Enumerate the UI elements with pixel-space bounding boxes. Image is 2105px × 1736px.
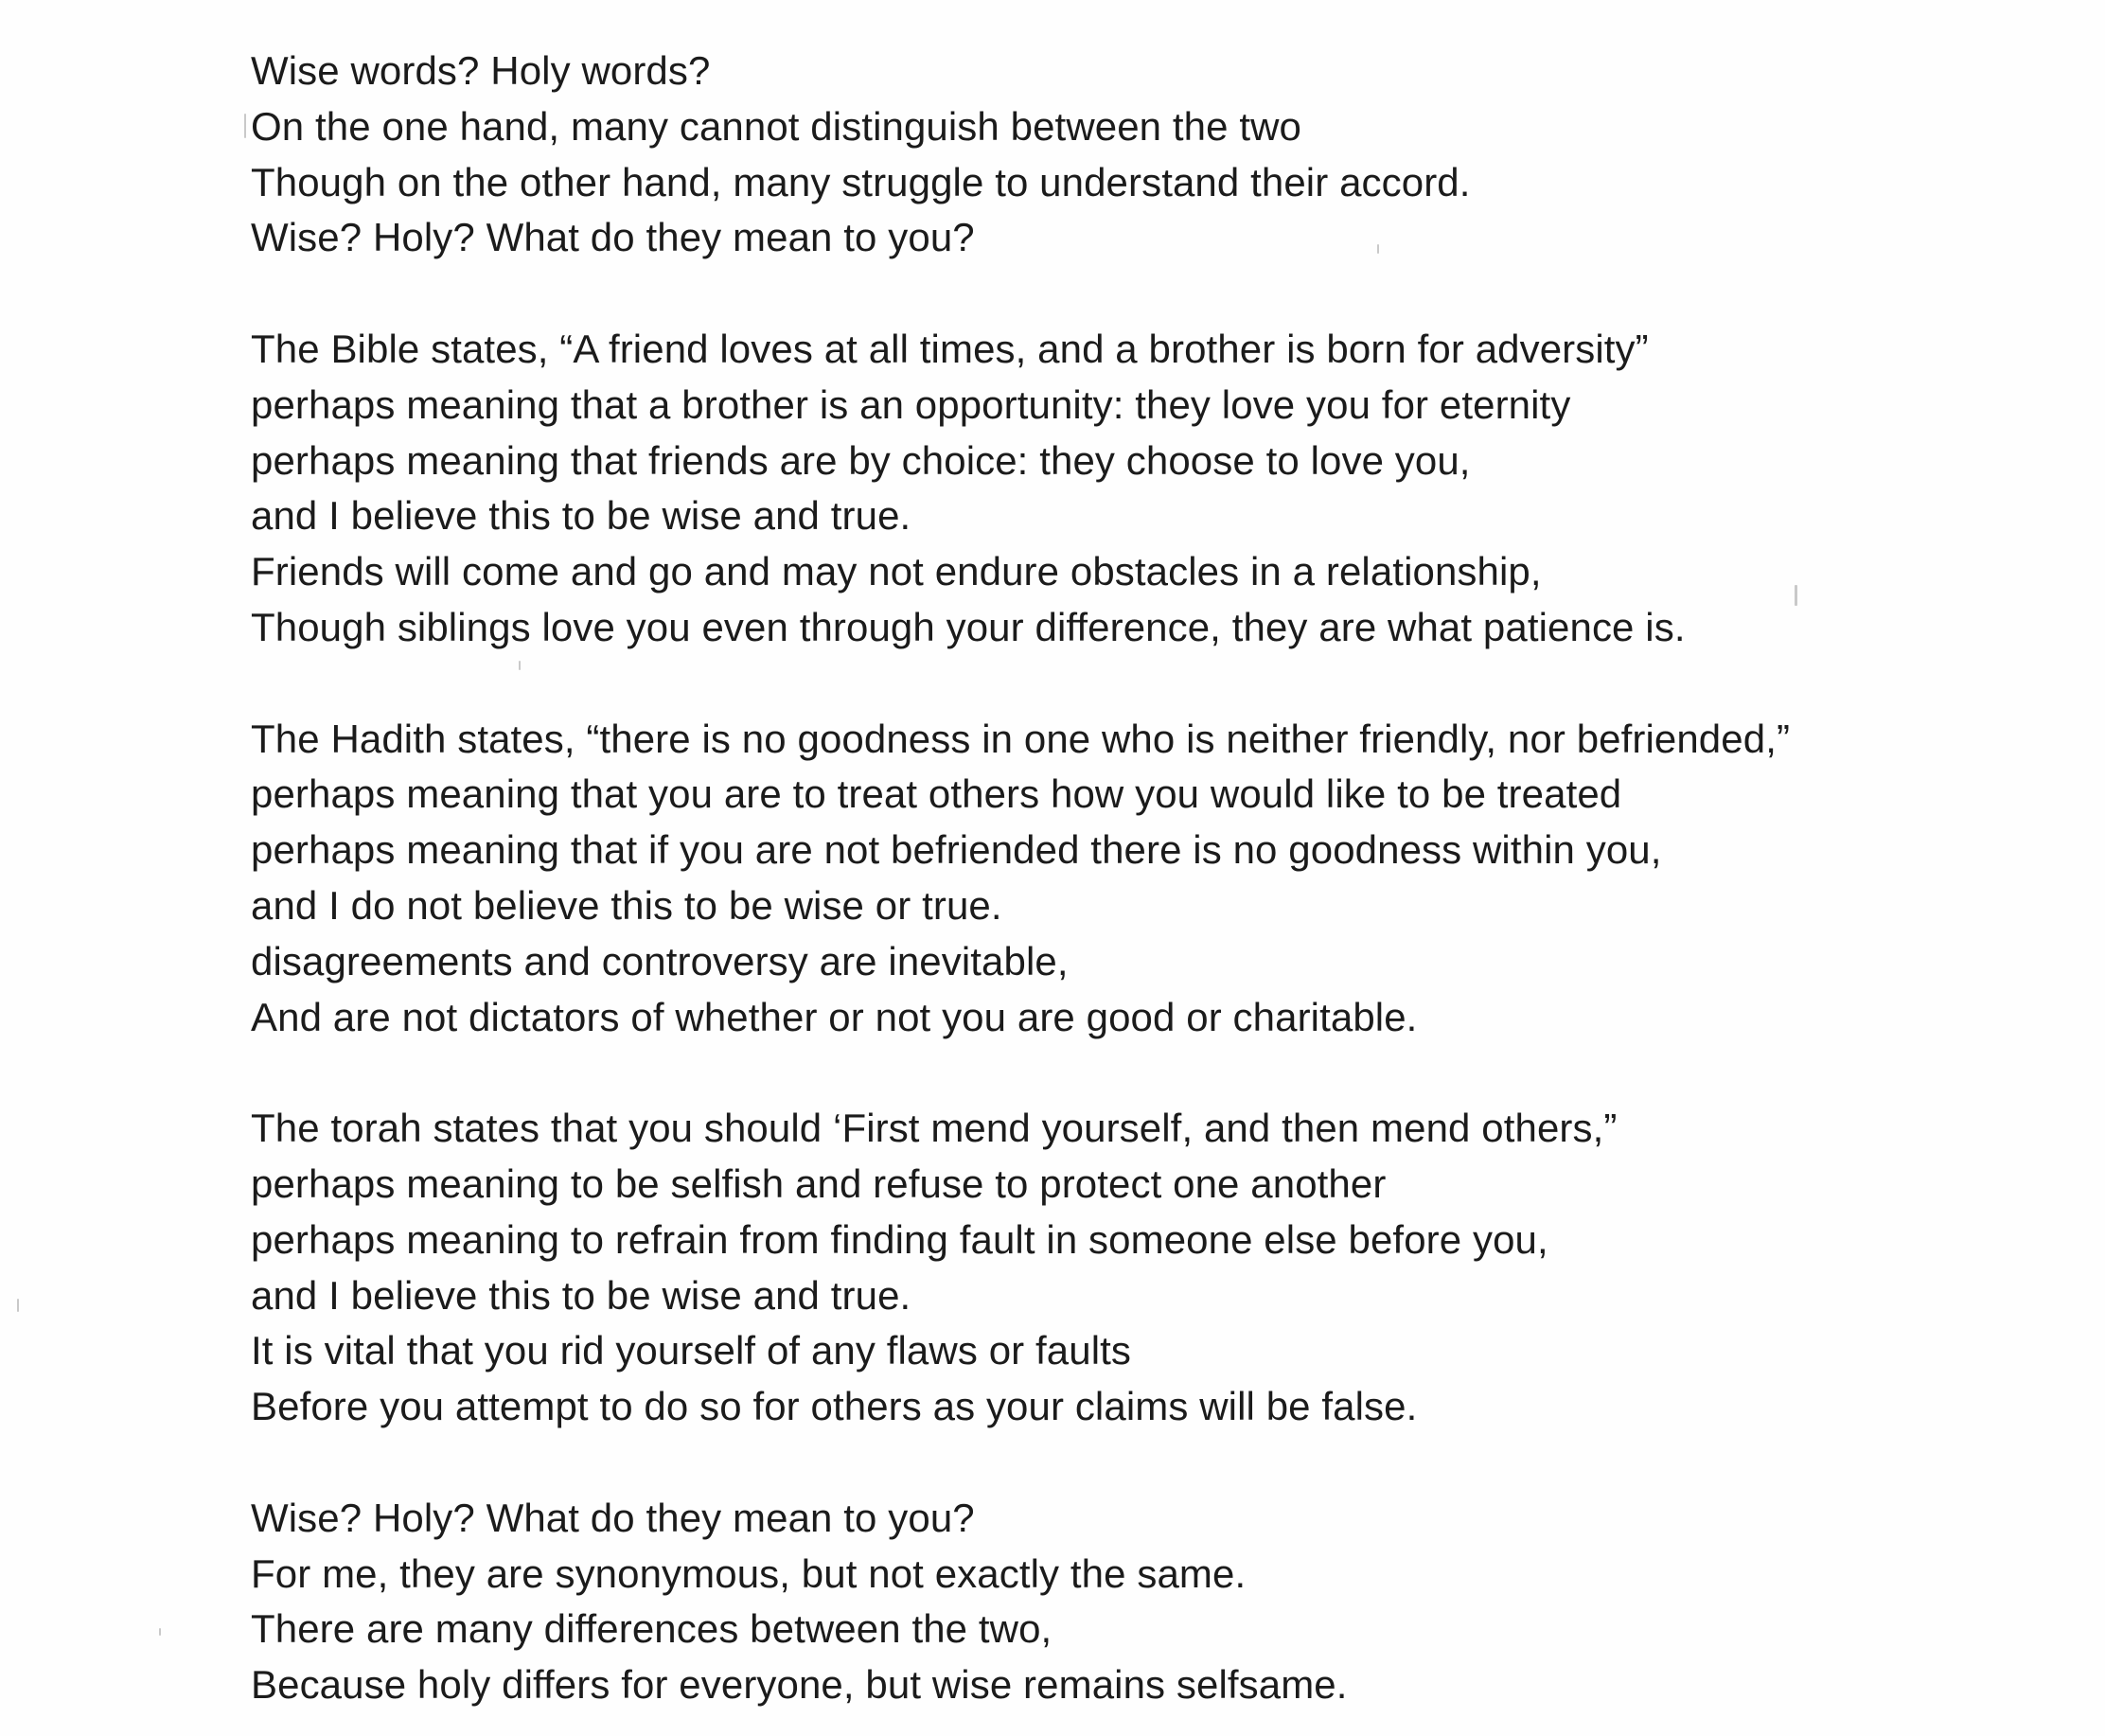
scan-speck bbox=[244, 114, 246, 138]
poem-line: The Bible states, “A friend loves at all times, and a brother is born for adversity” bbox=[251, 326, 1649, 371]
poem-line: For me, they are synonymous, but not exactly the same. bbox=[251, 1550, 1247, 1596]
poem-line: and I believe this to be wise and true. bbox=[251, 1272, 911, 1318]
poem-line: Because holy differs for everyone, but wise remains selfsame. bbox=[251, 1662, 1348, 1708]
poem-line: perhaps meaning to refrain from finding fault in someone else before you, bbox=[251, 1216, 1548, 1262]
poem-line: perhaps meaning that friends are by choice: they choose to love you, bbox=[251, 437, 1471, 483]
poem-line: perhaps meaning that if you are not befriended there is no goodness within you, bbox=[251, 827, 1662, 873]
poem-line: perhaps meaning that a brother is an opportunity: they love you for eternity bbox=[251, 381, 1571, 427]
poem-line: On the one hand, many cannot distinguish between the two bbox=[251, 103, 1302, 149]
poem-line: It is vital that you rid yourself of any flaws or faults bbox=[251, 1328, 1131, 1373]
stanza-4 bbox=[251, 1101, 2049, 1435]
poem-line: The Hadith states, “there is no goodness in one who is neither friendly, nor befriended,” bbox=[251, 716, 1791, 761]
poem-line: perhaps meaning to be selfish and refuse to protect one another bbox=[251, 1160, 1387, 1206]
poem-line: Wise? Holy? What do they mean to you? bbox=[251, 1495, 975, 1540]
poem-line: Friends will come and go and may not endure obstacles in a relationship, bbox=[251, 549, 1542, 594]
stanza-5 bbox=[251, 1491, 2049, 1713]
poem-line: Before you attempt to do so for others as your claims will be false. bbox=[251, 1384, 1418, 1429]
scan-speck bbox=[519, 661, 521, 670]
stanza-2 bbox=[251, 322, 2049, 656]
poem-line: Though siblings love you even through your difference, they are what patience is. bbox=[251, 604, 1686, 649]
scan-speck bbox=[1377, 244, 1379, 254]
poem-line: perhaps meaning that you are to treat others how you would like to be treated bbox=[251, 771, 1622, 817]
scan-speck bbox=[159, 1628, 161, 1636]
poem-line: and I do not believe this to be wise or true. bbox=[251, 882, 1002, 928]
poem-text bbox=[251, 44, 2049, 1713]
poem-line: The torah states that you should ‘First mend yourself, and then mend others,” bbox=[251, 1106, 1618, 1151]
poem-line: disagreements and controversy are inevitable, bbox=[251, 938, 1069, 983]
poem-line: Wise words? Holy words? bbox=[251, 48, 711, 93]
poem-line: There are many differences between the two, bbox=[251, 1606, 1052, 1652]
poem-line: Though on the other hand, many struggle to understand their accord. bbox=[251, 159, 1471, 204]
scan-speck bbox=[1795, 585, 1797, 606]
poem-line: and I believe this to be wise and true. bbox=[251, 493, 911, 539]
scan-speck bbox=[17, 1299, 19, 1312]
poem-line: Wise? Holy? What do they mean to you? bbox=[251, 215, 975, 260]
stanza-3 bbox=[251, 712, 2049, 1046]
stanza-1 bbox=[251, 44, 2049, 266]
poem-line: And are not dictators of whether or not you are good or charitable. bbox=[251, 994, 1418, 1039]
